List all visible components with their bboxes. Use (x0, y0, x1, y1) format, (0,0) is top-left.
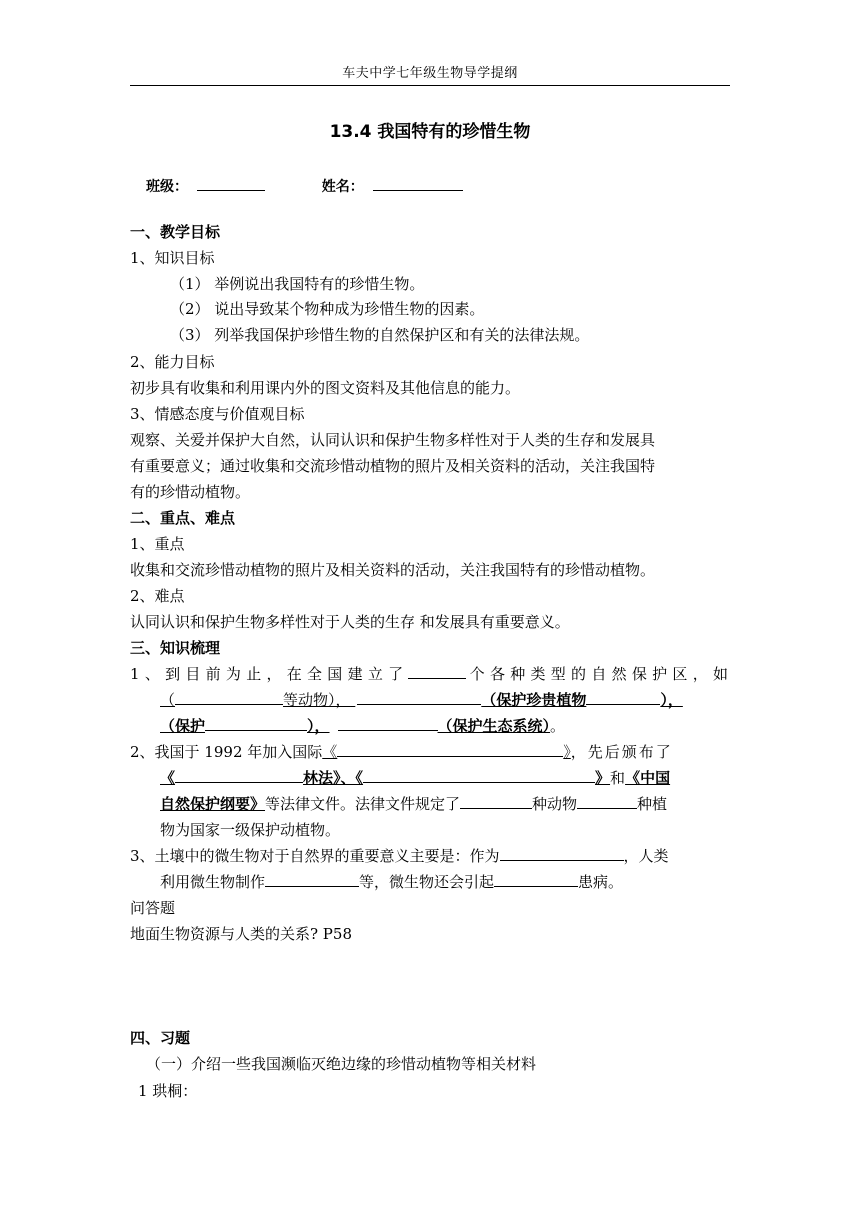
q1-blank-protect[interactable] (205, 716, 307, 731)
section1-heading: 一、教学目标 (130, 223, 221, 241)
q1-text-f: ）， (660, 691, 683, 709)
ability-goal-heading: 2、能力目标 (130, 353, 215, 371)
q2-text-a: 2、我国于 1992 年加入国际 (130, 743, 323, 761)
attitude-goal-line2: 有重要意义；通过收集和交流珍惜动植物的照片及相关资料的活动，关注我国特 (130, 457, 656, 475)
qa-heading: 问答题 (130, 899, 176, 917)
section2-heading: 二、重点、难点 (130, 509, 236, 527)
section3-heading: 三、知识梳理 (130, 639, 221, 657)
class-label: 班级： (146, 179, 188, 195)
q3-line1 (130, 846, 730, 866)
q1-line3 (160, 716, 730, 736)
q1-blank-ecosystem[interactable] (338, 716, 438, 731)
q2-text-g: 》 (595, 769, 611, 787)
q2-blank-plants[interactable] (577, 794, 637, 809)
q2-line3 (160, 794, 730, 814)
q2-line1 (130, 742, 730, 762)
q2-text-j: 自然保护纲要》 (160, 795, 266, 813)
knowledge-goal-heading: 1、知识目标 (130, 249, 215, 267)
q3-blank-products[interactable] (265, 872, 359, 887)
q1-text-b: 个各种类型的自然保护区，如 (466, 665, 730, 683)
q1-text-e: （保护珍贵植物 (481, 691, 587, 709)
q3-line2 (160, 872, 730, 892)
key-point-text: 收集和交流珍惜动植物的照片及相关资料的活动，关注我国特有的珍惜动植物。 (130, 561, 656, 579)
knowledge-goal-2: （2） 说出导致某个物种成为珍惜生物的因素。 (170, 300, 485, 318)
q1-blank-plant[interactable] (586, 690, 660, 705)
q2-text-m: 种植 (637, 795, 668, 813)
q2-text-b: 《 (322, 743, 338, 761)
q1-text-h: ）， (307, 717, 330, 735)
knowledge-goal-1: （1） 举例说出我国特有的珍惜生物。 (170, 275, 425, 293)
q3-text-e: 患病。 (578, 873, 624, 891)
attitude-goal-line1: 观察、关爱并保护大自然，认同认识和保护生物多样性对于人类的生存和发展具 (130, 431, 656, 449)
class-field[interactable] (197, 176, 265, 191)
q1-line1 (130, 664, 730, 684)
q1-blank-reserve1[interactable] (175, 690, 283, 705)
key-point-heading: 1、重点 (130, 535, 185, 553)
q1-text-i: （保护生态系统） (437, 717, 551, 735)
q1-text-a: 1、到目前为止，在全国建立了 (130, 665, 409, 683)
q2-text-l: 种动物 (532, 795, 578, 813)
q2-text-k: 等法律文件。法律文件规定了 (265, 795, 461, 813)
exercise-item1: 1 珙桐： (138, 1082, 198, 1100)
q3-text-d: 等，微生物还会引起 (359, 873, 495, 891)
knowledge-goal-3: （3） 列举我国保护珍惜生物的自然保护区和有关的法律法规。 (170, 326, 590, 344)
header-rule (130, 85, 730, 86)
q2-blank-animals[interactable] (460, 794, 532, 809)
q2-line4: 物为国家一级保护动植物。 (160, 821, 341, 839)
q3-blank-disease[interactable] (494, 872, 578, 887)
student-info (146, 176, 463, 196)
section4-heading: 四、习题 (130, 1029, 191, 1047)
q2-blank-convention[interactable] (337, 742, 563, 757)
name-label: 姓名： (321, 179, 364, 195)
q3-text-b: ，人类 (623, 847, 669, 865)
page-title: 13.4 我国特有的珍惜生物 (329, 122, 531, 142)
q1-text-c: （ (160, 691, 176, 709)
q2-text-f: 林法》、《 (303, 769, 364, 787)
q1-text-g: （保护 (160, 717, 206, 735)
q2-text-h: 和 (610, 769, 626, 787)
q1-blank-count[interactable] (408, 664, 466, 679)
page-header: 车夫中学七年级生物导学提纲 (342, 66, 518, 81)
qa-text: 地面生物资源与人类的关系? P58 (130, 925, 352, 943)
q3-text-c: 利用微生物制作 (160, 873, 266, 891)
q1-line2 (160, 690, 730, 710)
q2-text-d: ，先后颁布了 (570, 743, 673, 761)
difficulty-heading: 2、难点 (130, 587, 185, 605)
ability-goal-text: 初步具有收集和利用课内外的图文资料及其他信息的能力。 (130, 379, 521, 397)
q3-blank-role[interactable] (500, 846, 624, 861)
q3-text-a: 3、土壤中的微生物对于自然界的重要意义主要是：作为 (130, 847, 500, 865)
q1-blank-reserve2[interactable] (357, 690, 481, 705)
q2-text-c: 》 (563, 743, 571, 761)
name-field[interactable] (373, 176, 463, 191)
q2-blank-law1[interactable] (175, 768, 303, 783)
q2-blank-law2[interactable] (363, 768, 595, 783)
q1-text-j: 。 (550, 717, 566, 735)
attitude-goal-line3: 有的珍惜动植物。 (130, 483, 251, 501)
q2-line2 (160, 768, 730, 788)
difficulty-text: 认同认识和保护生物多样性对于人类的生存 和发展具有重要意义。 (130, 613, 570, 631)
attitude-goal-heading: 3、情感态度与价值观目标 (130, 405, 305, 423)
q1-text-d: 等动物）， (283, 691, 351, 709)
exercise-intro: （一）介绍一些我国濒临灭绝边缘的珍惜动植物等相关材料 (146, 1055, 537, 1073)
q2-text-i: 《中国 (625, 769, 671, 787)
q2-text-e: 《 (160, 769, 176, 787)
